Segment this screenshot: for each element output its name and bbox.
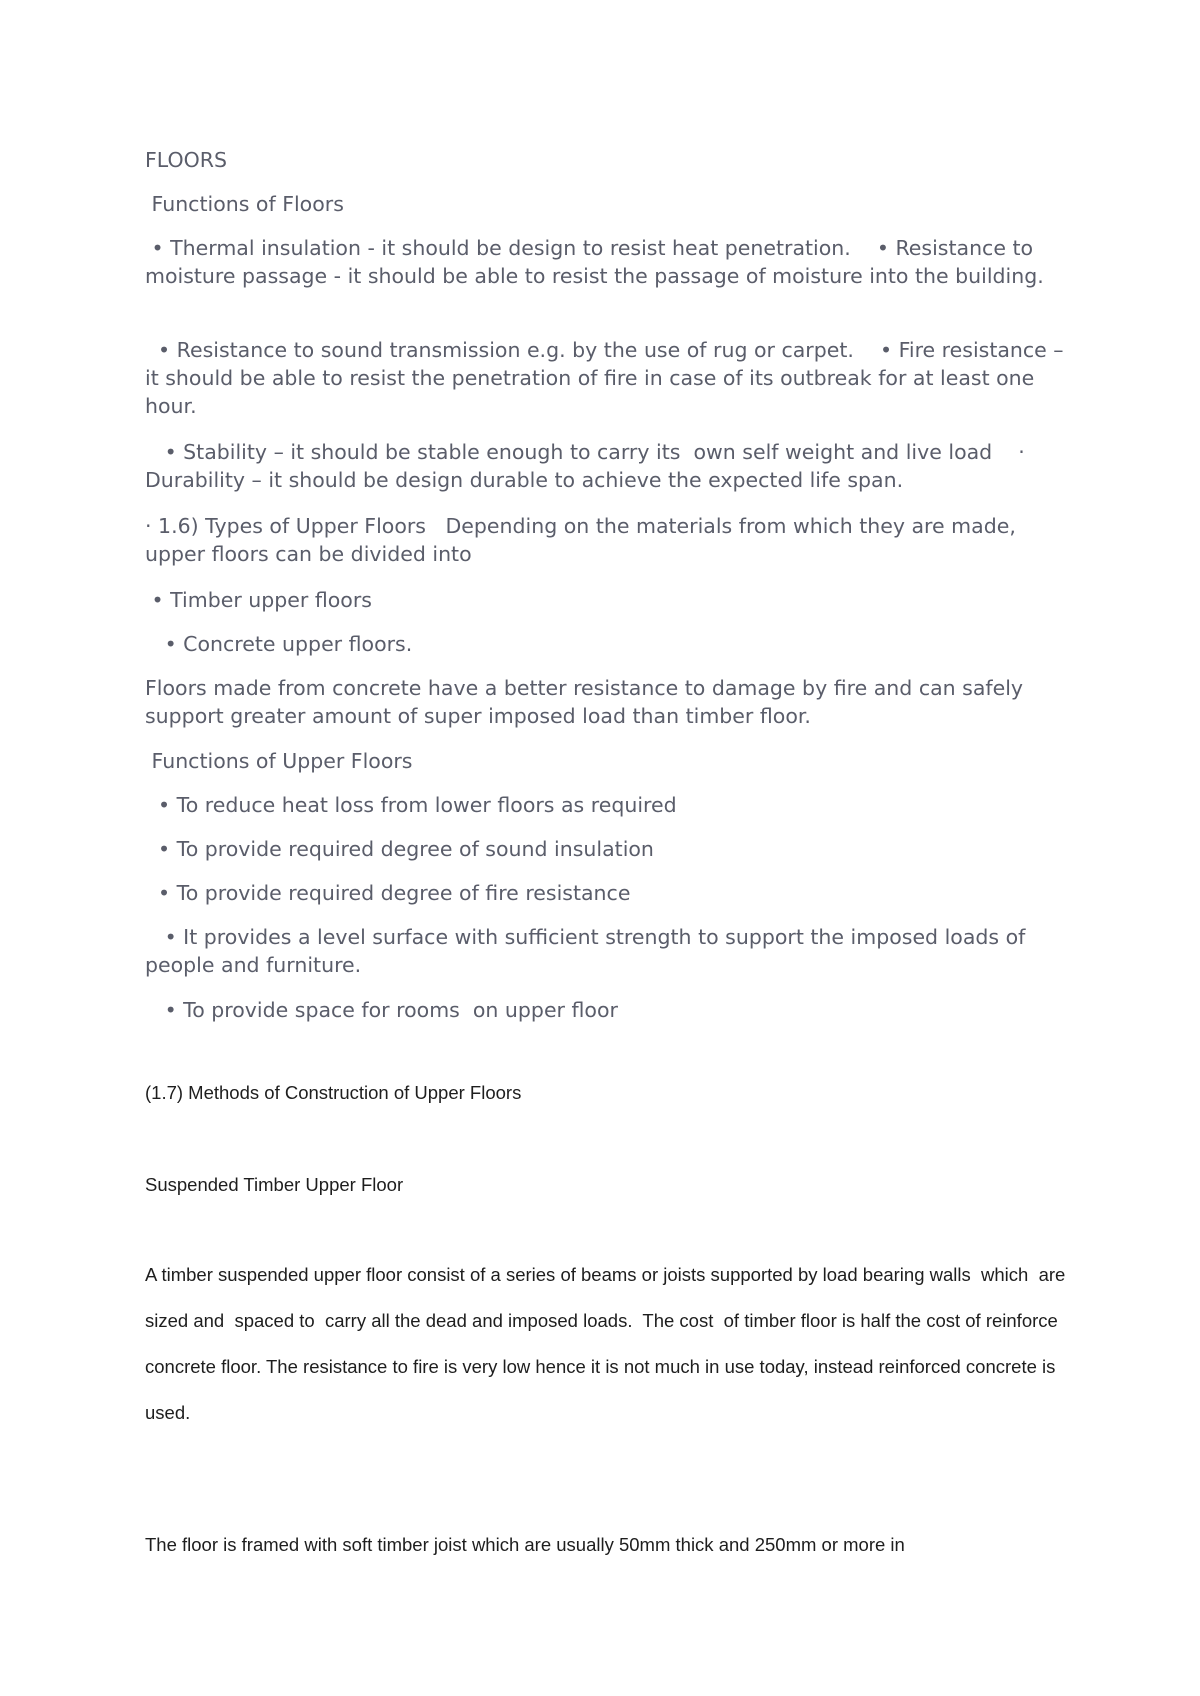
functions-heading: Functions of Floors xyxy=(145,192,344,216)
paragraph-types: · 1.6) Types of Upper Floors Depending on the materials from which they are made, upper floors can be divided into xyxy=(145,514,1023,566)
bullet-timber: • Timber upper floors xyxy=(145,588,372,612)
bullet-level-surface: • It provides a level surface with sufficient strength to support the imposed loads of people and furniture. xyxy=(145,925,1032,977)
bullet-fire-resistance: • To provide required degree of fire resistance xyxy=(145,881,631,905)
bullet-space: • To provide space for rooms on upper floor xyxy=(145,998,618,1022)
paragraph-stability: • Stability – it should be stable enough to carry its own self weight and live load · Durability – it should be design durable to achieve the expected life span. xyxy=(145,440,1032,492)
document-title: FLOORS xyxy=(145,148,228,172)
paragraph-framed: The floor is framed with soft timber joist which are usually 50mm thick and 250mm or more in xyxy=(145,1534,905,1555)
suspended-heading: Suspended Timber Upper Floor xyxy=(145,1174,404,1195)
bullet-heat: • To reduce heat loss from lower floors as required xyxy=(145,793,677,817)
paragraph-thermal: • Thermal insulation - it should be design to resist heat penetration. • Resistance to moisture passage - it should be able to resist the passage of moisture into the building. xyxy=(145,236,1044,288)
paragraph-concrete: Floors made from concrete have a better resistance to damage by fire and can safely support greater amount of super imposed load than timber floor. xyxy=(145,676,1030,728)
methods-heading: (1.7) Methods of Construction of Upper Floors xyxy=(145,1082,522,1103)
bullet-concrete: • Concrete upper floors. xyxy=(145,632,413,656)
paragraph-suspended: A timber suspended upper floor consist of a series of beams or joists supported by load bearing walls which are sized and spaced to carry all the dead and imposed loads. The cost of timber floor is half the cost of reinforce concrete floor. The resistance to fire is very low hence it is not much in use today, instead reinforced concrete is used. xyxy=(145,1264,1071,1423)
upper-functions-heading: Functions of Upper Floors xyxy=(145,749,413,773)
paragraph-sound: • Resistance to sound transmission e.g. by the use of rug or carpet. • Fire resistance – it should be able to resist the penetration of fire in case of its outbreak for at least one hour. xyxy=(145,338,1071,418)
bullet-sound-insulation: • To provide required degree of sound insulation xyxy=(145,837,654,861)
